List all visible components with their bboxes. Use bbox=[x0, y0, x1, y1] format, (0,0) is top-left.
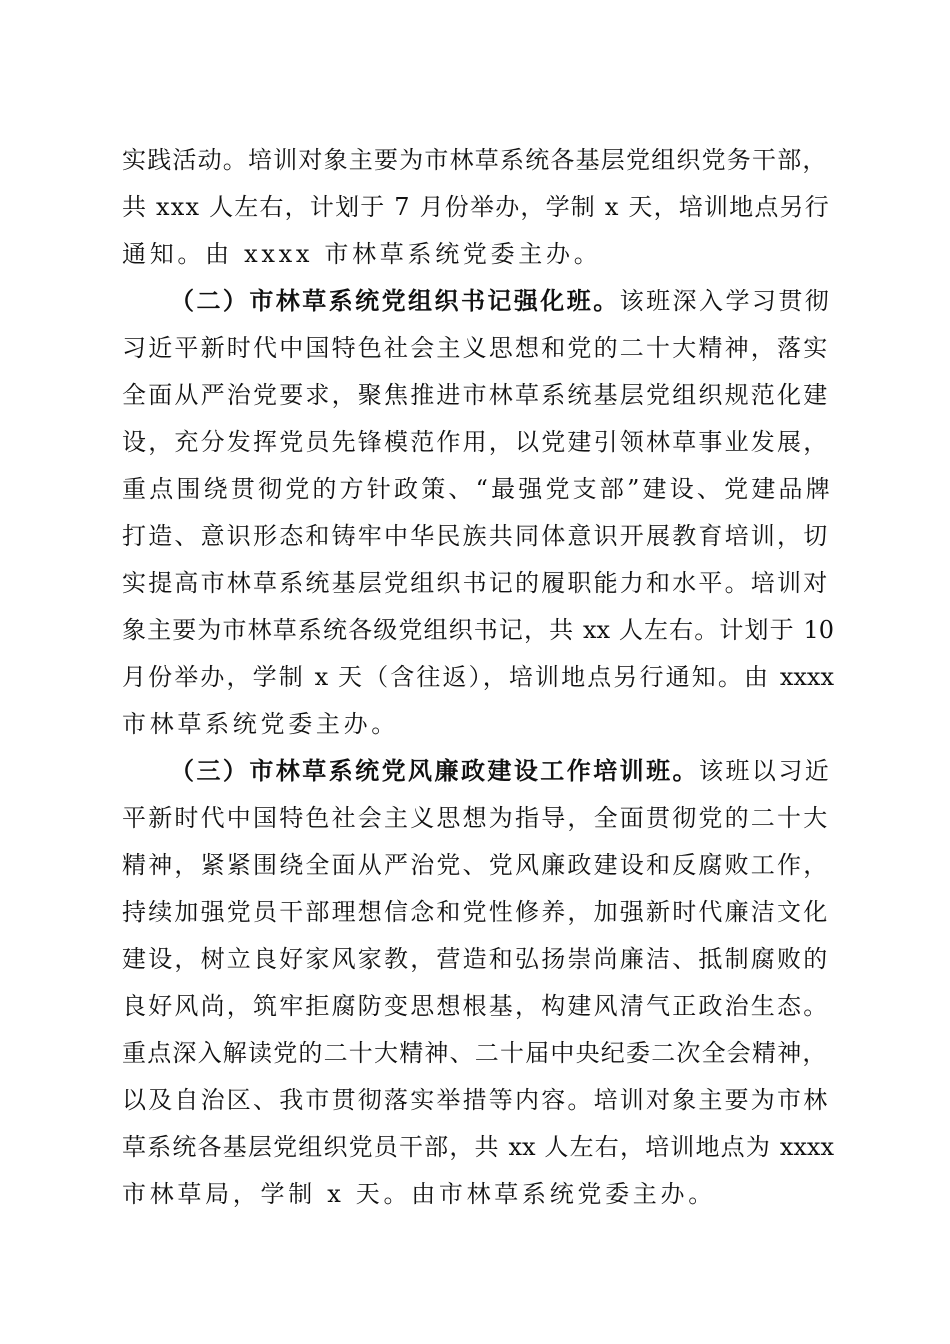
paragraph-2-line-2: 习近平新时代中国特色社会主义思想和党的二十大精神，落实 bbox=[122, 334, 830, 362]
paragraph-3-line-5: 建设，树立良好家风家教，营造和弘扬崇尚廉洁、抵制腐败的 bbox=[122, 945, 830, 973]
paragraph-2-line-1 bbox=[170, 281, 834, 321]
paragraph-3-line-10: 市林草局，学制 x 天。由市林草系统党委主办。 bbox=[122, 1180, 716, 1208]
paragraph-3-line-8: 以及自治区、我市贯彻落实举措等内容。培训对象主要为市林 bbox=[122, 1086, 830, 1114]
paragraph-2-line-5: 重点围绕贯彻党的方针政策、“最强党支部”建设、党建品牌 bbox=[122, 475, 833, 503]
paragraph-3-line-7: 重点深入解读党的二十大精神、二十届中央纪委二次全会精神， bbox=[122, 1039, 828, 1067]
paragraph-3-line-4: 持续加强党员干部理想信念和党性修养，加强新时代廉洁文化 bbox=[122, 898, 830, 926]
paragraph-1-line-2: 共 xxx 人左右，计划于 7 月份举办，学制 x 天，培训地点另行 bbox=[122, 193, 830, 221]
paragraph-3-line-6: 良好风尚，筑牢拒腐防变思想根基，构建风清气正政治生态。 bbox=[122, 992, 830, 1020]
paragraph-2-line-8: 象主要为市林草系统各级党组织书记，共 xx 人左右。计划于 10 bbox=[122, 616, 834, 644]
paragraph-3-first-line-text: 该班以习近 bbox=[699, 757, 832, 785]
paragraph-2-line-9: 月份举办，学制 x 天（含往返），培训地点另行通知。由 xxxx bbox=[122, 663, 834, 691]
paragraph-3-line-9: 草系统各基层党组织党员干部，共 xx 人左右，培训地点为 xxxx bbox=[122, 1133, 834, 1161]
paragraph-2-line-4: 设，充分发挥党员先锋模范作用，以党建引领林草事业发展， bbox=[122, 428, 830, 456]
paragraph-2-first-line-text: 该班深入学习贯彻 bbox=[619, 287, 832, 315]
paragraph-2-line-10: 市林草系统党委主办。 bbox=[122, 710, 399, 738]
paragraph-2-heading: （二）市林草系统党组织书记强化班。 bbox=[170, 287, 620, 315]
paragraph-2-line-3: 全面从严治党要求，聚焦推进市林草系统基层党组织规范化建 bbox=[122, 381, 830, 409]
paragraph-3-line-1 bbox=[170, 751, 834, 791]
paragraph-2-line-7: 实提高市林草系统基层党组织书记的履职能力和水平。培训对 bbox=[122, 569, 830, 597]
paragraph-3-heading: （三）市林草系统党风廉政建设工作培训班。 bbox=[170, 757, 699, 785]
paragraph-1-line-1: 实践活动。培训对象主要为市林草系统各基层党组织党务干部， bbox=[122, 146, 828, 174]
paragraph-2-line-6: 打造、意识形态和铸牢中华民族共同体意识开展教育培训，切 bbox=[122, 522, 830, 550]
paragraph-1-line-3: 通知。由 xxxx 市林草系统党委主办。 bbox=[122, 240, 602, 268]
paragraph-3-line-2: 平新时代中国特色社会主义思想为指导，全面贯彻党的二十大 bbox=[122, 804, 830, 832]
paragraph-3-line-3: 精神，紧紧围绕全面从严治党、党风廉政建设和反腐败工作， bbox=[122, 851, 830, 879]
